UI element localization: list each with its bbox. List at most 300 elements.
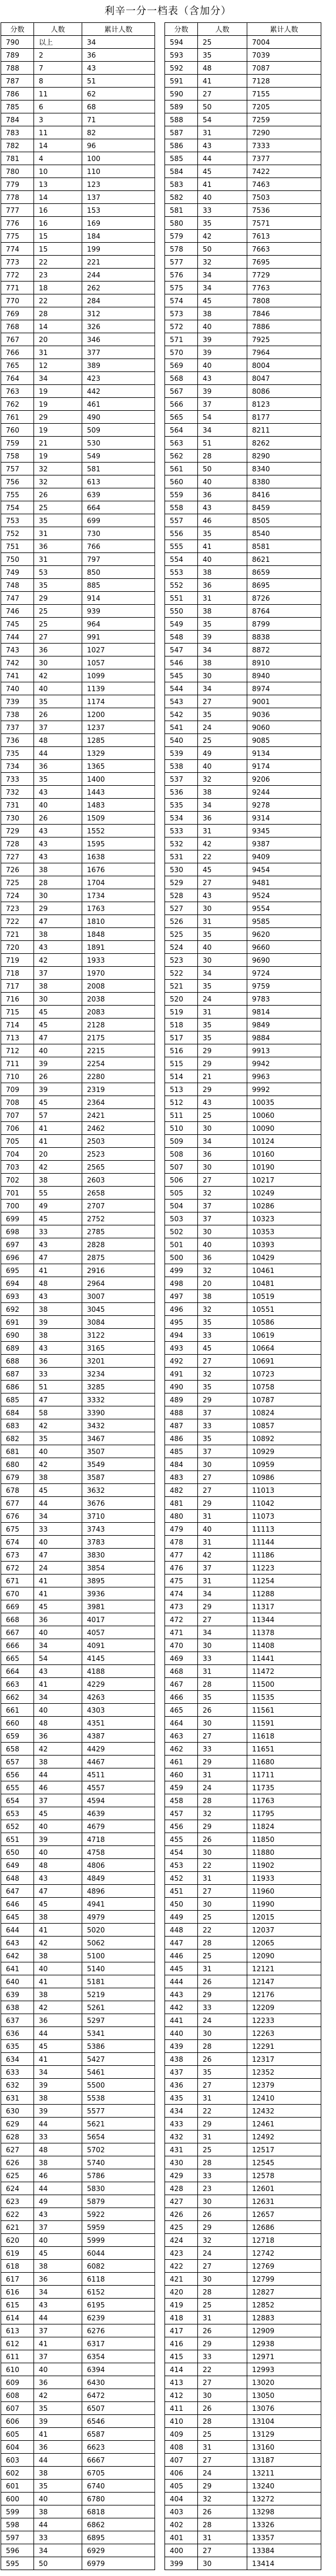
count-cell: 31 xyxy=(198,1575,247,1587)
cumulative-cell: 1704 xyxy=(82,876,155,889)
count-cell: 41 xyxy=(34,1587,82,1600)
table-row xyxy=(1,2053,155,2066)
cumulative-cell: 5830 xyxy=(82,2182,155,2195)
cumulative-cell: 10619 xyxy=(247,1329,321,1342)
cumulative-cell: 137 xyxy=(82,191,155,204)
table-row xyxy=(165,2557,321,2570)
score-cell: 641 xyxy=(1,1962,34,1975)
cumulative-cell: 3783 xyxy=(82,1536,155,1549)
count-cell: 42 xyxy=(198,1549,247,1562)
count-cell: 32 xyxy=(34,463,82,475)
score-cell: 585 xyxy=(165,152,198,165)
table-row xyxy=(165,2169,321,2182)
score-cell: 701 xyxy=(1,1187,34,1200)
table-row xyxy=(165,1549,321,1562)
cumulative-cell: 12601 xyxy=(247,2182,321,2195)
cumulative-cell: 13326 xyxy=(247,2518,321,2531)
cumulative-cell: 3895 xyxy=(82,1575,155,1587)
cumulative-cell: 10160 xyxy=(247,1148,321,1161)
table-row xyxy=(1,760,155,773)
score-cell: 546 xyxy=(165,656,198,669)
cumulative-cell: 10824 xyxy=(247,1406,321,1419)
cumulative-cell: 5702 xyxy=(82,2143,155,2156)
cumulative-cell: 10986 xyxy=(247,1471,321,1484)
table-row xyxy=(165,1122,321,1135)
cumulative-cell: 12742 xyxy=(247,2247,321,2260)
cumulative-cell: 5621 xyxy=(82,2118,155,2131)
table-row xyxy=(165,333,321,346)
count-cell: 47 xyxy=(34,1393,82,1406)
score-cell: 547 xyxy=(165,644,198,656)
count-cell: 41 xyxy=(34,2337,82,2350)
cumulative-cell: 3936 xyxy=(82,1587,155,1600)
cumulative-cell: 1443 xyxy=(82,786,155,799)
cumulative-cell: 3632 xyxy=(82,1484,155,1497)
count-cell: 45 xyxy=(34,1807,82,1820)
table-row xyxy=(165,644,321,656)
count-cell: 36 xyxy=(198,1251,247,1264)
table-row xyxy=(1,1600,155,1613)
count-cell: 40 xyxy=(34,2363,82,2376)
score-cell: 660 xyxy=(1,1717,34,1730)
cumulative-cell: 4387 xyxy=(82,1730,155,1743)
cumulative-cell: 509 xyxy=(82,424,155,437)
table-row xyxy=(1,747,155,760)
cumulative-cell: 6044 xyxy=(82,2247,155,2260)
score-cell: 449 xyxy=(165,1911,198,1924)
cumulative-cell: 1483 xyxy=(82,799,155,812)
cumulative-cell: 9001 xyxy=(247,695,321,708)
cumulative-cell: 3467 xyxy=(82,1432,155,1445)
cumulative-cell: 9134 xyxy=(247,747,321,760)
count-cell: 35 xyxy=(34,695,82,708)
count-cell: 39 xyxy=(34,2105,82,2118)
cumulative-cell: 13076 xyxy=(247,2402,321,2415)
table-row xyxy=(1,669,155,682)
score-cell: 528 xyxy=(165,889,198,902)
table-row xyxy=(1,1975,155,1988)
score-cell: 463 xyxy=(165,1730,198,1743)
table-row xyxy=(165,2079,321,2092)
table-row xyxy=(1,437,155,450)
cumulative-cell: 123 xyxy=(82,178,155,191)
count-cell: 38 xyxy=(198,656,247,669)
count-cell: 37 xyxy=(34,2221,82,2234)
cumulative-cell: 9206 xyxy=(247,773,321,786)
table-row xyxy=(165,1575,321,1587)
count-cell: 33 xyxy=(34,2131,82,2143)
cumulative-cell: 3390 xyxy=(82,1406,155,1419)
table-row xyxy=(1,2169,155,2182)
count-cell: 34 xyxy=(34,1639,82,1652)
table-row xyxy=(165,1756,321,1768)
cumulative-cell: 262 xyxy=(82,282,155,294)
table-row xyxy=(165,656,321,669)
count-cell: 47 xyxy=(34,1031,82,1044)
count-cell: 30 xyxy=(198,2389,247,2402)
cumulative-cell: 7964 xyxy=(247,346,321,359)
cumulative-cell: 11254 xyxy=(247,1575,321,1587)
score-cell: 469 xyxy=(165,1652,198,1665)
count-cell: 39 xyxy=(198,631,247,644)
table-row xyxy=(165,1911,321,1924)
cumulative-cell: 6862 xyxy=(82,2518,155,2531)
table-row xyxy=(165,1083,321,1096)
cumulative-cell: 4896 xyxy=(82,1885,155,1898)
cumulative-cell: 96 xyxy=(82,139,155,152)
cumulative-cell: 11850 xyxy=(247,1833,321,1846)
table-row xyxy=(165,359,321,372)
count-cell: 45 xyxy=(198,1342,247,1355)
table-row xyxy=(165,1006,321,1019)
count-cell: 27 xyxy=(198,2260,247,2273)
cumulative-cell: 2603 xyxy=(82,1174,155,1187)
cumulative-cell: 442 xyxy=(82,385,155,398)
score-cell: 564 xyxy=(165,424,198,437)
score-cell: 484 xyxy=(165,1458,198,1471)
table-row xyxy=(165,669,321,682)
score-cell: 570 xyxy=(165,346,198,359)
table-row xyxy=(1,553,155,566)
cumulative-cell: 2658 xyxy=(82,1187,155,1200)
score-cell: 412 xyxy=(165,2389,198,2402)
score-cell: 622 xyxy=(1,2208,34,2221)
score-cell: 790 xyxy=(1,36,34,49)
table-row xyxy=(1,488,155,501)
cumulative-cell: 12769 xyxy=(247,2260,321,2273)
score-cell: 400 xyxy=(165,2544,198,2557)
table-row xyxy=(165,553,321,566)
table-row xyxy=(165,2260,321,2273)
table-row xyxy=(1,2040,155,2053)
table-row xyxy=(1,2312,155,2324)
table-row xyxy=(1,269,155,282)
cumulative-cell: 12657 xyxy=(247,2208,321,2221)
score-cell: 765 xyxy=(1,359,34,372)
cumulative-cell: 13020 xyxy=(247,2376,321,2389)
cumulative-cell: 34 xyxy=(82,36,155,49)
score-cell: 615 xyxy=(1,2299,34,2312)
count-cell: 31 xyxy=(198,2131,247,2143)
table-row xyxy=(1,1717,155,1730)
cumulative-cell: 10758 xyxy=(247,1381,321,1393)
score-cell: 450 xyxy=(165,1898,198,1911)
count-cell: 37 xyxy=(34,967,82,980)
count-cell: 47 xyxy=(34,1549,82,1562)
column-header-count: 人数 xyxy=(34,23,82,36)
score-cell: 411 xyxy=(165,2402,198,2415)
count-cell: 35 xyxy=(198,980,247,993)
table-row xyxy=(165,1212,321,1225)
table-row xyxy=(165,204,321,217)
score-cell: 621 xyxy=(1,2221,34,2234)
table-row xyxy=(165,256,321,269)
count-cell: 35 xyxy=(34,2480,82,2493)
score-cell: 556 xyxy=(165,527,198,540)
cumulative-cell: 13211 xyxy=(247,2467,321,2480)
score-cell: 410 xyxy=(165,2415,198,2428)
table-row xyxy=(165,1962,321,1975)
cumulative-cell: 9174 xyxy=(247,760,321,773)
score-cell: 430 xyxy=(165,2156,198,2169)
count-cell: 35 xyxy=(198,217,247,230)
count-cell: 27 xyxy=(198,1471,247,1484)
cumulative-cell: 9554 xyxy=(247,902,321,915)
table-row xyxy=(1,1885,155,1898)
table-row xyxy=(1,1316,155,1329)
table-row xyxy=(165,1794,321,1807)
score-cell: 638 xyxy=(1,2001,34,2014)
cumulative-cell: 11223 xyxy=(247,1562,321,1575)
cumulative-cell: 4091 xyxy=(82,1639,155,1652)
score-cell: 436 xyxy=(165,2079,198,2092)
table-row xyxy=(165,1342,321,1355)
cumulative-cell: 12938 xyxy=(247,2337,321,2350)
score-table-right xyxy=(164,22,321,2570)
table-row xyxy=(165,2441,321,2454)
score-cell: 632 xyxy=(1,2079,34,2092)
table-row xyxy=(1,1264,155,1277)
cumulative-cell: 3045 xyxy=(82,1303,155,1316)
count-cell: 30 xyxy=(198,1225,247,1238)
score-cell: 685 xyxy=(1,1393,34,1406)
cumulative-cell: 13414 xyxy=(247,2557,321,2570)
score-cell: 634 xyxy=(1,2053,34,2066)
table-row xyxy=(165,411,321,424)
count-cell: 27 xyxy=(198,1355,247,1368)
cumulative-cell: 3234 xyxy=(82,1368,155,1381)
table-row xyxy=(1,1044,155,1057)
cumulative-cell: 6472 xyxy=(82,2389,155,2402)
count-cell: 22 xyxy=(198,2105,247,2118)
table-row xyxy=(165,2273,321,2286)
table-row xyxy=(1,1484,155,1497)
table-row xyxy=(1,967,155,980)
count-cell: 19 xyxy=(34,385,82,398)
table-row xyxy=(165,902,321,915)
table-row xyxy=(165,1406,321,1419)
count-cell: 42 xyxy=(34,1419,82,1432)
score-cell: 575 xyxy=(165,282,198,294)
count-cell: 29 xyxy=(198,1756,247,1768)
count-cell: 35 xyxy=(198,1381,247,1393)
cumulative-cell: 8910 xyxy=(247,656,321,669)
count-cell: 26 xyxy=(198,1704,247,1717)
cumulative-cell: 7536 xyxy=(247,204,321,217)
table-row xyxy=(1,1859,155,1872)
count-cell: 43 xyxy=(198,372,247,385)
count-cell: 26 xyxy=(34,812,82,825)
count-cell: 32 xyxy=(198,1187,247,1200)
count-cell: 58 xyxy=(34,1406,82,1419)
score-cell: 505 xyxy=(165,1187,198,1200)
count-cell: 37 xyxy=(198,1406,247,1419)
cumulative-cell: 12352 xyxy=(247,2066,321,2079)
score-cell: 472 xyxy=(165,1613,198,1626)
table-row xyxy=(1,424,155,437)
table-row xyxy=(165,812,321,825)
count-cell: 26 xyxy=(34,488,82,501)
table-row xyxy=(165,1057,321,1070)
cumulative-cell: 5740 xyxy=(82,2156,155,2169)
count-cell: 38 xyxy=(34,2092,82,2105)
cumulative-cell: 6929 xyxy=(82,2544,155,2557)
score-cell: 548 xyxy=(165,631,198,644)
table-row xyxy=(1,2480,155,2493)
score-cell: 399 xyxy=(165,2557,198,2570)
table-row xyxy=(1,2518,155,2531)
count-cell: 38 xyxy=(34,1988,82,2001)
count-cell: 30 xyxy=(198,2557,247,2570)
score-cell: 566 xyxy=(165,398,198,411)
score-cell: 473 xyxy=(165,1600,198,1613)
score-cell: 456 xyxy=(165,1820,198,1833)
score-cell: 454 xyxy=(165,1846,198,1859)
count-cell: 40 xyxy=(34,2234,82,2247)
cumulative-cell: 5181 xyxy=(82,1975,155,1988)
table-row xyxy=(1,1329,155,1342)
count-cell: 29 xyxy=(198,1083,247,1096)
count-cell: 20 xyxy=(34,333,82,346)
cumulative-cell: 639 xyxy=(82,488,155,501)
count-cell: 28 xyxy=(34,876,82,889)
score-cell: 488 xyxy=(165,1406,198,1419)
table-row xyxy=(165,773,321,786)
table-row xyxy=(1,1135,155,1148)
score-cell: 645 xyxy=(1,1911,34,1924)
table-row xyxy=(1,566,155,579)
cumulative-cell: 13104 xyxy=(247,2415,321,2428)
count-cell: 28 xyxy=(198,2518,247,2531)
score-cell: 633 xyxy=(1,2066,34,2079)
table-row xyxy=(165,708,321,721)
cumulative-cell: 7290 xyxy=(247,126,321,139)
table-row xyxy=(1,1432,155,1445)
table-row xyxy=(1,1368,155,1381)
cumulative-cell: 7259 xyxy=(247,113,321,126)
cumulative-cell: 6507 xyxy=(82,2402,155,2415)
count-cell: 39 xyxy=(34,2079,82,2092)
count-cell: 37 xyxy=(198,1200,247,1212)
count-cell: 25 xyxy=(34,501,82,514)
table-row xyxy=(1,721,155,734)
score-table-left xyxy=(1,22,155,2570)
table-row xyxy=(1,62,155,75)
score-cell: 504 xyxy=(165,1200,198,1212)
table-row xyxy=(1,1562,155,1575)
score-cell: 614 xyxy=(1,2312,34,2324)
count-cell: 15 xyxy=(34,243,82,256)
cumulative-cell: 991 xyxy=(82,631,155,644)
count-cell: 42 xyxy=(34,1161,82,1174)
table-row xyxy=(1,243,155,256)
table-row xyxy=(1,1924,155,1937)
score-cell: 572 xyxy=(165,320,198,333)
count-cell: 50 xyxy=(34,2557,82,2570)
score-cell: 676 xyxy=(1,1510,34,1523)
table-row xyxy=(165,2195,321,2208)
count-cell: 22 xyxy=(198,1924,247,1937)
cumulative-cell: 12432 xyxy=(247,2105,321,2118)
cumulative-cell: 6082 xyxy=(82,2260,155,2273)
count-cell: 40 xyxy=(34,1846,82,1859)
cumulative-cell: 8974 xyxy=(247,682,321,695)
table-row xyxy=(165,1419,321,1432)
count-cell: 28 xyxy=(198,2286,247,2299)
table-row xyxy=(165,2299,321,2312)
table-row xyxy=(1,2195,155,2208)
count-cell: 33 xyxy=(34,1225,82,1238)
score-cell: 588 xyxy=(165,113,198,126)
count-cell: 38 xyxy=(34,863,82,876)
score-cell: 751 xyxy=(1,540,34,553)
cumulative-cell: 10929 xyxy=(247,1445,321,1458)
count-cell: 37 xyxy=(198,1212,247,1225)
count-cell: 41 xyxy=(34,1122,82,1135)
score-cell: 571 xyxy=(165,333,198,346)
count-cell: 8 xyxy=(34,75,82,88)
table-row xyxy=(1,1187,155,1200)
score-cell: 771 xyxy=(1,282,34,294)
cumulative-cell: 1891 xyxy=(82,941,155,954)
score-cell: 690 xyxy=(1,1329,34,1342)
count-cell: 42 xyxy=(34,2001,82,2014)
cumulative-cell: 11344 xyxy=(247,1613,321,1626)
cumulative-cell: 6394 xyxy=(82,2363,155,2376)
score-cell: 497 xyxy=(165,1290,198,1303)
count-cell: 31 xyxy=(198,1962,247,1975)
cumulative-cell: 377 xyxy=(82,346,155,359)
score-cell: 711 xyxy=(1,1057,34,1070)
table-row xyxy=(165,734,321,747)
count-cell: 45 xyxy=(198,294,247,307)
table-row xyxy=(165,980,321,993)
cumulative-cell: 9481 xyxy=(247,876,321,889)
score-cell: 734 xyxy=(1,760,34,773)
score-cell: 560 xyxy=(165,475,198,488)
score-cell: 644 xyxy=(1,1924,34,1937)
score-cell: 739 xyxy=(1,695,34,708)
score-cell: 708 xyxy=(1,1096,34,1109)
cumulative-cell: 4639 xyxy=(82,1807,155,1820)
count-cell: 35 xyxy=(198,1031,247,1044)
score-cell: 713 xyxy=(1,1031,34,1044)
count-cell: 49 xyxy=(34,2195,82,2208)
table-row xyxy=(1,178,155,191)
score-cell: 445 xyxy=(165,1962,198,1975)
count-cell: 38 xyxy=(34,1756,82,1768)
table-row xyxy=(1,2531,155,2544)
count-cell: 27 xyxy=(198,2079,247,2092)
score-cell: 750 xyxy=(1,553,34,566)
cumulative-cell: 2752 xyxy=(82,1212,155,1225)
table-row xyxy=(165,1329,321,1342)
table-row xyxy=(165,1975,321,1988)
score-cell: 492 xyxy=(165,1355,198,1368)
cumulative-cell: 221 xyxy=(82,256,155,269)
count-cell: 25 xyxy=(198,1911,247,1924)
table-row xyxy=(1,1174,155,1187)
count-cell: 43 xyxy=(34,1238,82,1251)
count-cell: 26 xyxy=(34,708,82,721)
table-row xyxy=(1,1587,155,1600)
cumulative-cell: 4679 xyxy=(82,1820,155,1833)
count-cell: 42 xyxy=(34,954,82,967)
score-cell: 673 xyxy=(1,1549,34,1562)
count-cell: 38 xyxy=(34,2156,82,2169)
table-row xyxy=(165,631,321,644)
table-row xyxy=(1,682,155,695)
